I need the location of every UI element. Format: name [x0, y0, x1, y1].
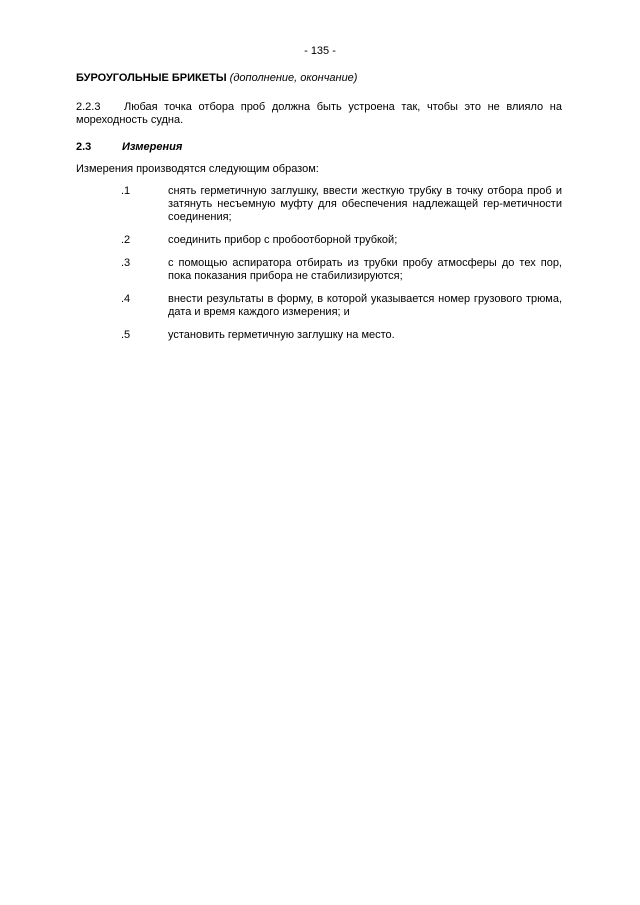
intro-text: Измерения производятся следующим образом: — [76, 163, 319, 175]
list-item-marker: .2 — [121, 234, 131, 246]
paragraph-text: Любая точка отбора проб должна быть устроена так, чтобы это не влияло на мореходность судна. — [76, 101, 562, 126]
list-item-marker: .1 — [121, 185, 131, 197]
list-item — [76, 257, 562, 283]
section-2-3-heading — [76, 141, 182, 154]
measurement-steps-list — [76, 185, 562, 352]
list-item — [76, 329, 562, 342]
section-title: Измерения — [122, 141, 183, 153]
list-item-text: с помощью аспиратора отбирать из трубки пробу атмосферы до тех пор, пока показания прибора не стабилизируются; — [168, 257, 562, 282]
list-item-text: установить герметичную заглушку на место. — [168, 329, 395, 341]
list-item — [76, 293, 562, 319]
list-item — [76, 185, 562, 224]
list-item-marker: .4 — [121, 293, 131, 305]
heading-title: БУРОУГОЛЬНЫЕ БРИКЕТЫ — [76, 72, 227, 84]
list-item-text: снять герметичную заглушку, ввести жесткую трубку в точку отбора проб и затянуть несъемную муфту для обеспечения надлежащей гер-метичности соединения; — [168, 185, 562, 223]
paragraph-number: 2.2.3 — [76, 101, 101, 113]
list-item-text: соединить прибор с пробоотборной трубкой; — [168, 234, 398, 246]
paragraph-2-2-3 — [76, 101, 562, 127]
section-number: 2.3 — [76, 141, 92, 153]
list-item — [76, 234, 562, 247]
list-item-text: внести результаты в форму, в которой указывается номер грузового трюма, дата и время каждого измерения; и — [168, 293, 562, 318]
page-number: - 135 - — [304, 45, 336, 57]
list-item-marker: .5 — [121, 329, 131, 341]
section-heading — [76, 72, 357, 85]
list-item-marker: .3 — [121, 257, 131, 269]
heading-subtitle: (дополнение, окончание) — [229, 72, 358, 84]
